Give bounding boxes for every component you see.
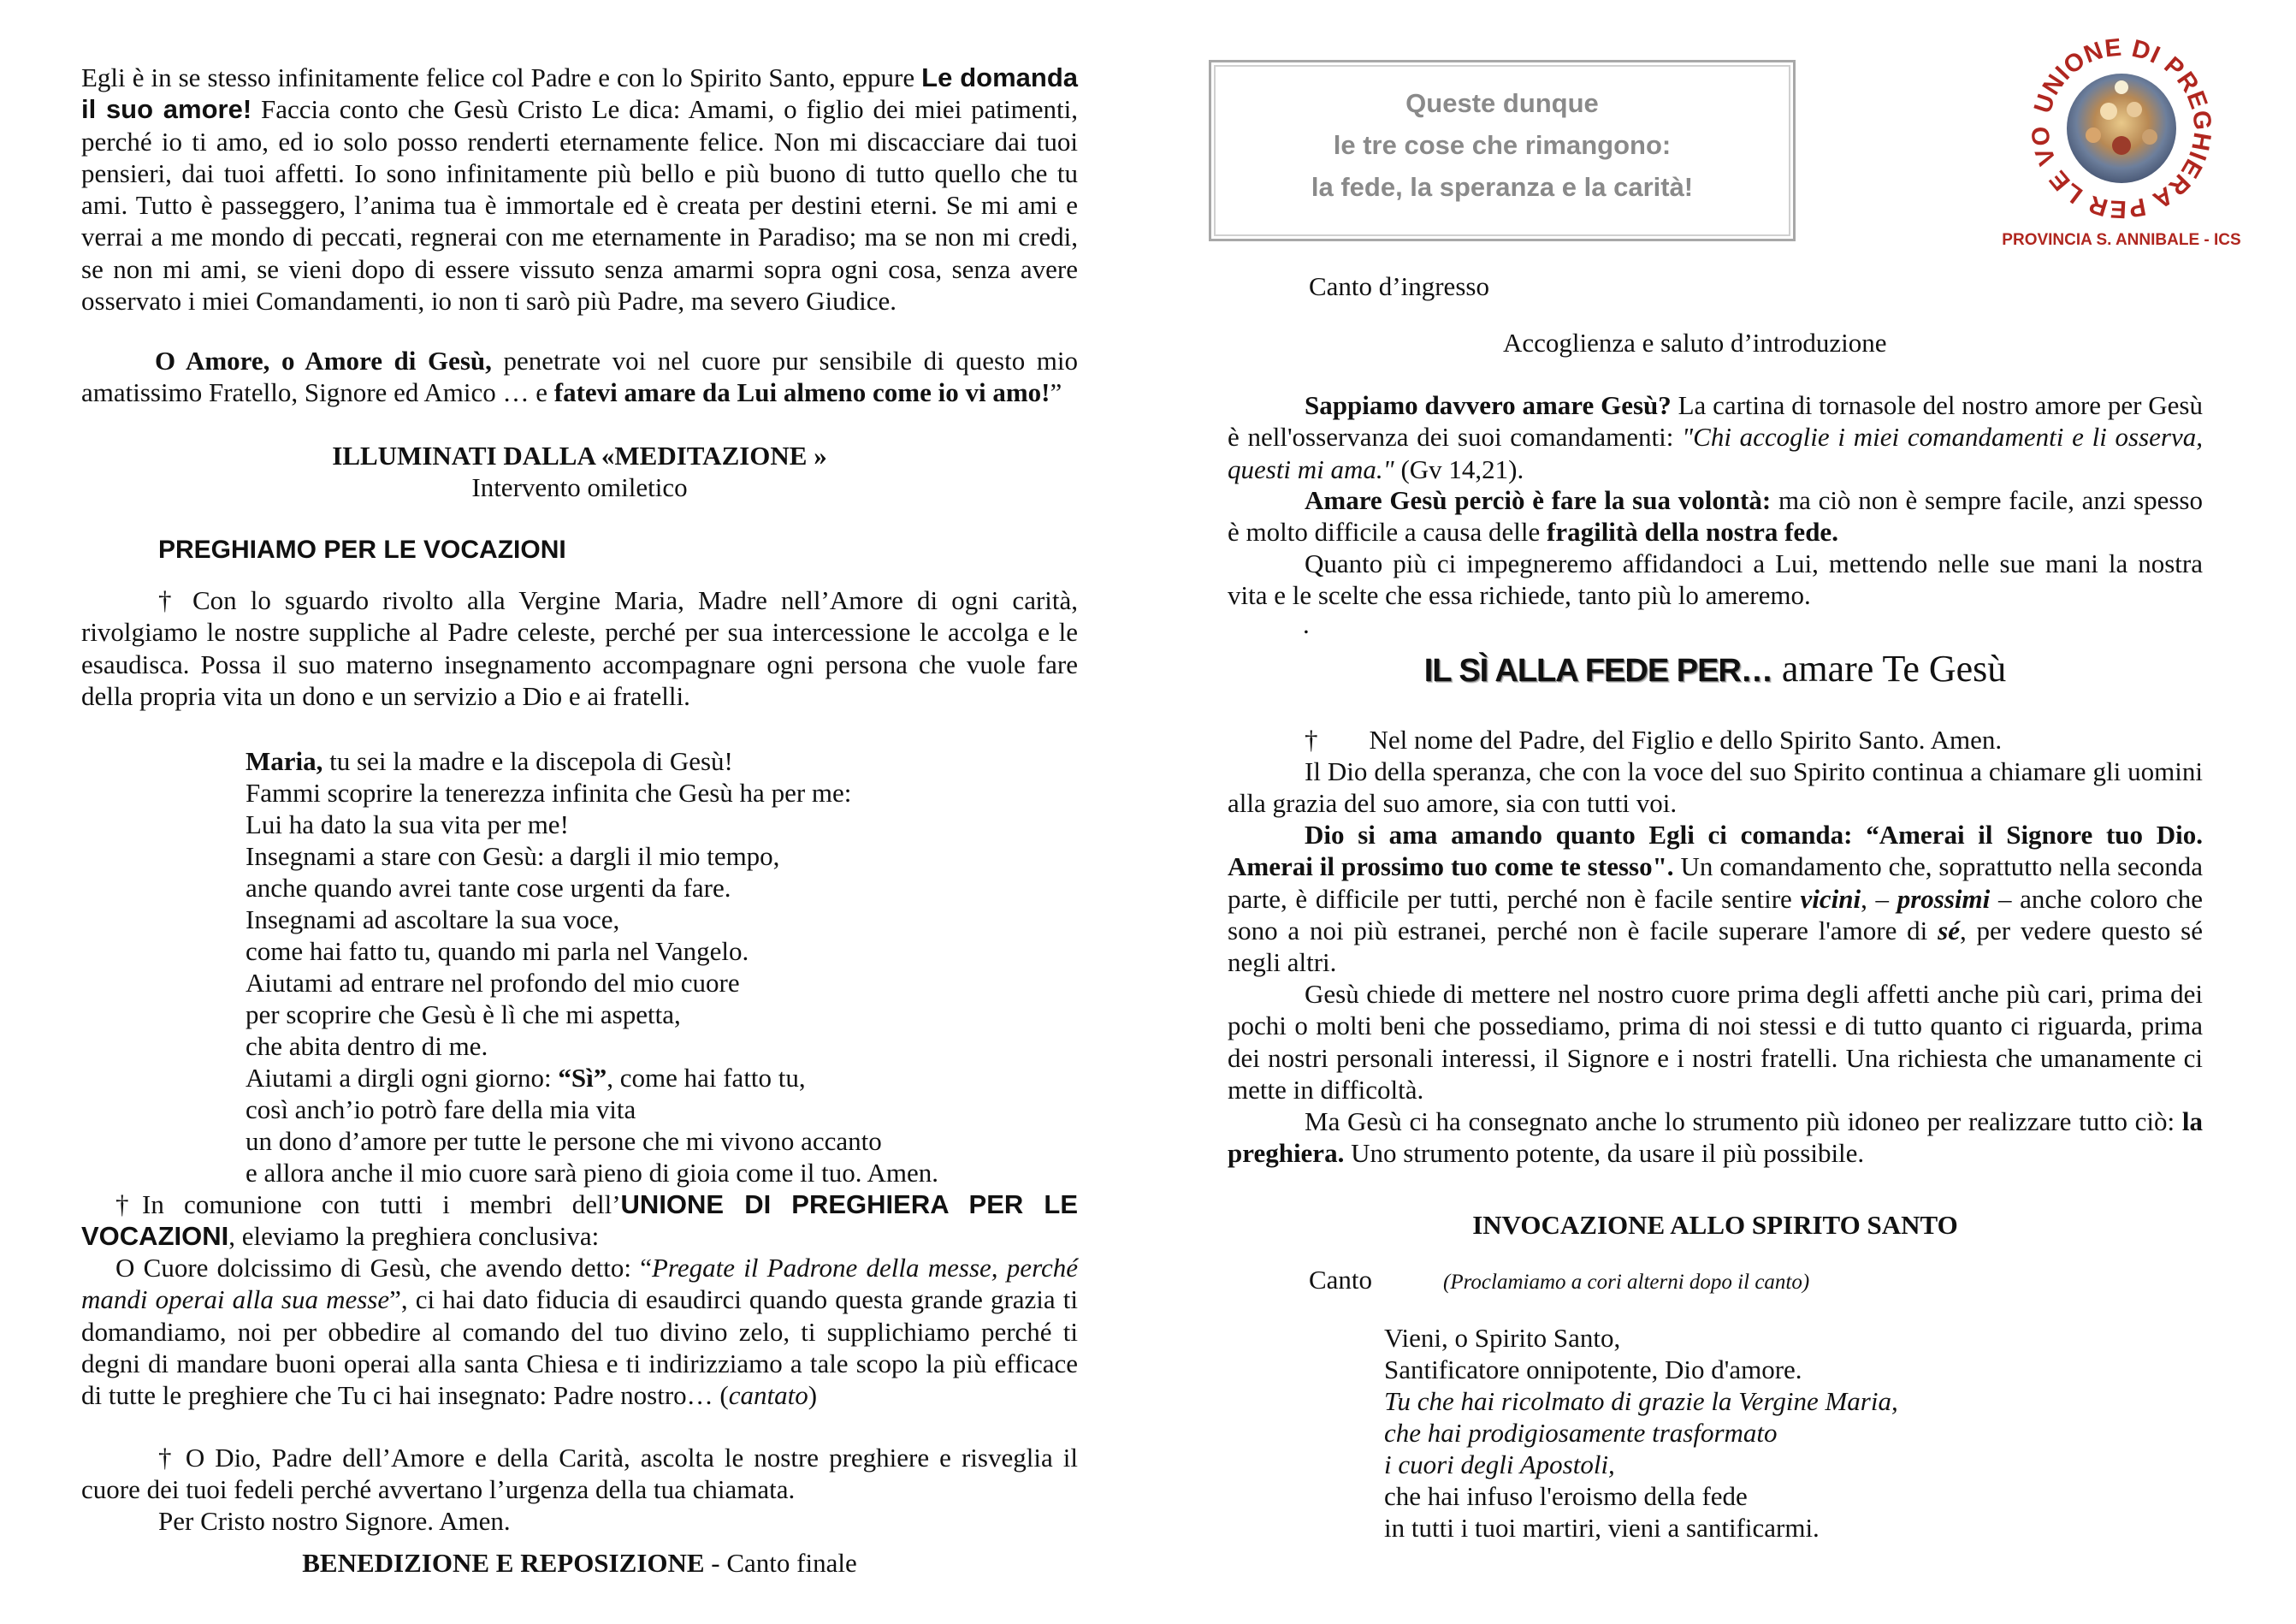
- svg-text:UNIONE DI PREGHIERA PER LE VOC: UNIONE DI PREGHIERA PER LE VO: [2027, 33, 2216, 223]
- hymn-line: che hai infuso l'eroismo della fede: [1384, 1481, 1748, 1511]
- paragraph-o-dio: † O Dio, Padre dell’Amore e della Carità, ascolta le nostre preghiere e risveglia il cuore dei tuoi fedeli perché avvertano l’urgenza della tua chiamata.: [81, 1443, 1078, 1505]
- heading-benedizione: BENEDIZIONE E REPOSIZIONE - Canto finale: [302, 1548, 857, 1578]
- sign-of-cross-line: † Nel nome del Padre, del Figlio e dello Spirito Santo. Amen.: [1305, 725, 2003, 755]
- quote-line: la fede, la speranza e la carità!: [1311, 172, 1694, 202]
- paragraph-meditation-2: O Amore, o Amore di Gesù, penetrate voi nel cuore pur sensibile di questo mio amatissimo Fratello, Signore ed Amico … e fatevi amare da Lui almeno come io vi amo!”: [81, 346, 1079, 408]
- heading-illuminati: ILLUMINATI DALLA «MEDITAZIONE »: [332, 441, 827, 471]
- prayer-line: Lui ha dato la sua vita per me!: [246, 809, 569, 839]
- cross-icon: †: [158, 1443, 175, 1473]
- quote-box: [1209, 60, 1796, 241]
- cross-icon: †: [1305, 725, 1318, 755]
- quote-line: Queste dunque: [1405, 88, 1599, 118]
- paragraph-sappiamo: Sappiamo davvero amare Gesù? La cartina di tornasole del nostro amore per Gesù è nell'osservanza dei suoi comandamenti: "Chi accoglie i miei comandamenti e li osserva, questi mi ama." (Gv 14,21).: [1228, 390, 2203, 484]
- heading-preghiamo: PREGHIAMO PER LE VOCAZIONI: [158, 536, 566, 564]
- quote-line: le tre cose che rimangono:: [1333, 130, 1672, 160]
- stray-dot: .: [1303, 609, 1310, 639]
- prayer-line: Fammi scoprire la tenerezza infinita che Gesù ha per me:: [246, 778, 852, 808]
- heading-invocazione: INVOCAZIONE ALLO SPIRITO SANTO: [1472, 1210, 1958, 1240]
- prayer-line: come hai fatto tu, quando mi parla nel Vangelo.: [246, 936, 749, 966]
- prayer-line: Insegnami a stare con Gesù: a dargli il mio tempo,: [246, 841, 780, 871]
- paragraph-quanto-piu: Quanto più ci impegneremo affidandoci a Lui, mettendo nelle sue mani la nostra vita e le scelte che essa richiede, tanto più lo ameremo.: [1228, 548, 2203, 611]
- section-title: IL SÌ ALLA FEDE PER… amare Te Gesù: [1423, 648, 2007, 690]
- hymn-line: i cuori degli Apostoli,: [1384, 1449, 1615, 1479]
- canto-ingresso: Canto d’ingresso: [1309, 271, 1489, 301]
- closing-line: Per Cristo nostro Signore. Amen.: [158, 1506, 511, 1536]
- prayer-line: per scoprire che Gesù è lì che mi aspetta,: [246, 999, 681, 1029]
- paragraph-meditation-1: Egli è in se stesso infinitamente felice col Padre e con lo Spirito Santo, eppure Le domanda il suo amore! Faccia conto che Gesù Cristo Le dica: Amami, o figlio dei miei patimenti, perché io ti amo, ed io solo posso renderti eternamente felice. Non mi discacciare dai tuoi pensieri, dai tuoi affetti. Io sono infinitamente più bello e più buono di tutto quello che tu ami. Tutto è passeggero, l’anima tua è immortale ed è creata per destini eterni. Se mi ami e verrai a me mondo di peccati, regnerai con me eternamente in Paradiso; ma se non mi credi, se non mi ami, se vieni dopo di essere vissuto senza amarmi sopra ogni cosa, senza avere osservato i miei Comandamenti, io non ti sarò più Padre, ma severo Giudice.: [81, 62, 1078, 317]
- hymn-line: Santificatore onnipotente, Dio d'amore.: [1384, 1354, 1802, 1384]
- paragraph-preghiera: Ma Gesù ci ha consegnato anche lo strumento più idoneo per realizzare tutto ciò: la preghiera. Uno strumento potente, da usare il più possibile.: [1228, 1106, 2203, 1169]
- prayer-line: anche quando avrei tante cose urgenti da fare.: [246, 873, 731, 903]
- prayer-line: Aiutami a dirgli ogni giorno: “Sì”, come hai fatto tu,: [246, 1063, 806, 1093]
- hymn-line: che hai prodigiosamente trasformato: [1384, 1418, 1778, 1448]
- logo-emblem-icon: [1997, 26, 2246, 257]
- cross-icon: †: [115, 1189, 142, 1219]
- logo-unione-preghiera: [1997, 26, 2246, 257]
- prayer-line: che abita dentro di me.: [246, 1031, 488, 1061]
- paragraph-vocazioni: † Con lo sguardo rivolto alla Vergine Maria, Madre nell’Amore di ogni carità, rivolgiamo le nostre suppliche al Padre celeste, perché per sua intercessione le accolga e le esaudisca. Possa il suo materno insegnamento accompagnare ogni persona che vuole fare della propria vita un dono e un servizio a Dio e ai fratelli.: [81, 585, 1079, 711]
- subheading-intervento: Intervento omiletico: [471, 472, 688, 502]
- prayer-line: Aiutami ad entrare nel profondo del mio cuore: [246, 968, 740, 998]
- paragraph-amare-gesu: Amare Gesù perciò è fare la sua volontà: ma ciò non è sempre facile, anzi spesso è molto difficile a causa delle fragilità della nostra fede.: [1228, 485, 2203, 548]
- canto-label: Canto: [1309, 1265, 1373, 1295]
- hymn-line: in tutti i tuoi martiri, vieni a santificarmi.: [1384, 1513, 1820, 1543]
- cross-icon: †: [158, 585, 179, 615]
- logo-province: PROVINCIA S. ANNIBALE - ICS: [2002, 231, 2241, 249]
- paragraph-dio-speranza: Il Dio della speranza, che con la voce del suo Spirito continua a chiamare gli uomini alla grazia del suo amore, sia con tutti voi.: [1228, 756, 2203, 819]
- paragraph-comunione: †In comunione con tutti i membri dell’UNIONE DI PREGHIERA PER LE VOCAZIONI, eleviamo la preghiera conclusiva:: [81, 1189, 1079, 1252]
- prayer-line: così anch’io potrò fare della mia vita: [246, 1094, 636, 1124]
- hymn-line: Vieni, o Spirito Santo,: [1384, 1323, 1621, 1353]
- paragraph-gesu-chiede: Gesù chiede di mettere nel nostro cuore prima degli affetti anche più cari, prima dei pochi o molti beni che possediamo, prima di noi stessi e di tutto quanto ci riguarda, prima dei nostri personali interessi, il Signore e i nostri fratelli. Una richiesta che umanamente ci mette in difficoltà.: [1228, 979, 2203, 1105]
- prayer-line: Insegnami ad ascoltare la sua voce,: [246, 904, 620, 934]
- prayer-line: e allora anche il mio cuore sarà pieno di gioia come il tuo. Amen.: [246, 1158, 939, 1188]
- hymn-line: Tu che hai ricolmato di grazie la Vergine Maria,: [1384, 1386, 1898, 1416]
- accoglienza: Accoglienza e saluto d’introduzione: [1503, 328, 1887, 358]
- paragraph-cuore-dolcissimo: O Cuore dolcissimo di Gesù, che avendo detto: “Pregate il Padrone della messe, perché mandi operai alla sua messe”, ci hai dato fiducia di esaudirci quando questa grande grazia ti domandiamo, noi per obbedire al comando del tuo divino zelo, ti supplichiamo perché ti degni di mandare buoni operai alla santa Chiesa e ti indirizziamo a tale scopo la più efficace di tutte le preghiere che Tu ci hai insegnato: Padre nostro… (cantato): [81, 1253, 1079, 1411]
- canto-note: (Proclamiamo a cori alterni dopo il canto): [1443, 1271, 1810, 1294]
- prayer-line: un dono d’amore per tutte le persone che mi vivono accanto: [246, 1126, 882, 1156]
- paragraph-dio-si-ama: Dio si ama amando quanto Egli ci comanda: “Amerai il Signore tuo Dio. Amerai il prossimo tuo come te stesso". Un comandamento che, soprattutto nella seconda parte, è difficile per tutti, perché non è facile sentire vicini, – prossimi – anche coloro che sono a noi più estranei, perché non è facile superare l'amore di sé, per vedere questo sé negli altri.: [1228, 820, 2204, 978]
